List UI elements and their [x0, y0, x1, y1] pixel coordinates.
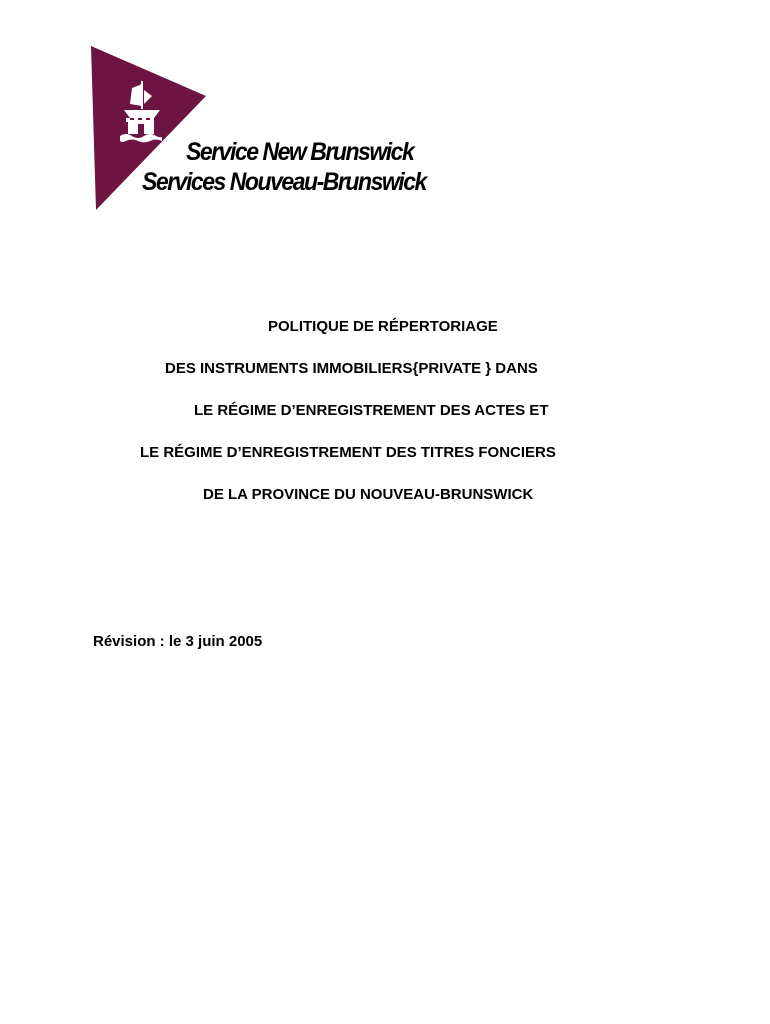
title-line-2: DES INSTRUMENTS IMMOBILIERS{PRIVATE } DANS	[165, 360, 538, 377]
logo-name-french: Services Nouveau-Brunswick	[142, 168, 426, 196]
revision-date: Révision : le 3 juin 2005	[93, 633, 263, 650]
logo-name-english: Service New Brunswick	[186, 138, 414, 166]
snb-logo	[88, 44, 426, 214]
title-line-1: POLITIQUE DE RÉPERTORIAGE	[268, 318, 498, 335]
title-line-3: LE RÉGIME D’ENREGISTREMENT DES ACTES ET	[194, 402, 549, 419]
title-line-4: LE RÉGIME D’ENREGISTREMENT DES TITRES FONCIERS	[140, 444, 556, 461]
title-line-5: DE LA PROVINCE DU NOUVEAU-BRUNSWICK	[203, 486, 534, 503]
